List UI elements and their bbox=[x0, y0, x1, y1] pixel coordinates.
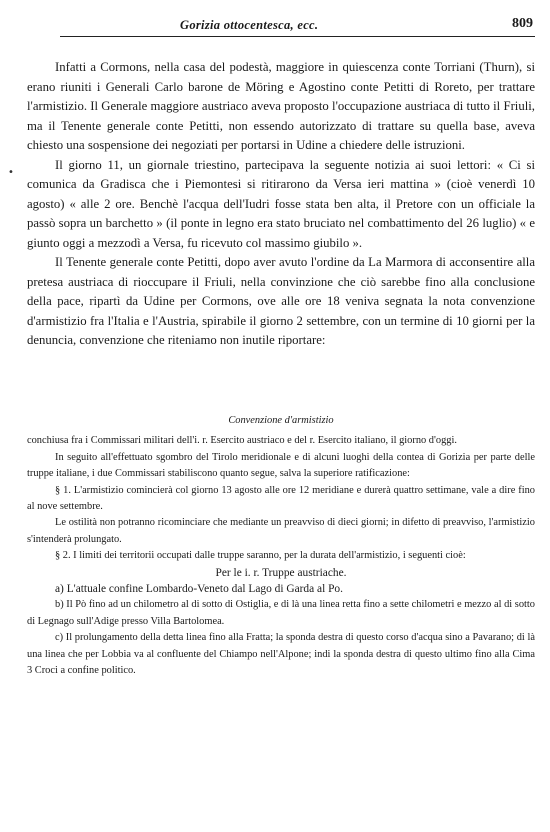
convention-title: Convenzione d'armistizio bbox=[228, 415, 334, 426]
item-a: a) L'attuale confine Lombardo-Veneto dal Lago di Garda al Po. bbox=[55, 583, 343, 596]
running-title: Gorizia ottocentesca, ecc. bbox=[180, 18, 319, 32]
article-1-continued: Le ostilità non potranno ricominciare che mediante un preavviso di dieci giorni; in difetto di preavviso, l'armistizio s'intenderà prolungato. bbox=[27, 517, 535, 545]
main-text bbox=[27, 58, 535, 351]
item-c: c) Il prolungamento della detta linea fino alla Fratta; la sponda destra di questo corso d'acqua sino a Pavarano; di là una linea che per Lobbia va al confluente del Chiampo nell'Alpone; indi la sponda destra di questo ultimo fino alla Cima 3 Croci a confine politico. bbox=[27, 632, 535, 677]
austrian-troops-heading: Per le i. r. Truppe austriache. bbox=[215, 566, 347, 579]
page-number: 809 bbox=[512, 16, 533, 31]
convention-preamble: In seguito all'effettuato sgombro del Tirolo meridionale e di alcuni luoghi della contea di Gorizia per parte delle truppe italiane, i due Commissari stabiliscono quanto segue, salva la superiore ratificazione: bbox=[27, 451, 535, 480]
paragraph-2: Il giorno 11, un giornale triestino, partecipava la seguente notizia ai suoi lettori: « Ci si comunica da Gradisca che i Piemontesi si ritirarono da Versa ieri mattina » (cioè venerdì 10 agosto) « alle 2 ore. Benchè l'acqua dell'Iudri fosse stata ben alta, il Pretore con un officiale la passò sopra un barchetto » (il ponte in legno era stato bruciato nel combattimento del 26 luglio) « e giunto oggi a mezzodì a Versa, fu ricevuto col massimo giubilo ». bbox=[27, 157, 535, 250]
convention-text bbox=[27, 413, 535, 680]
article-2: § 2. I limiti dei territorii occupati dalle truppe saranno, per la durata dell'armistizio, i seguenti cioè: bbox=[55, 550, 466, 562]
paragraph-1: Infatti a Cormons, nella casa del podestà, maggiore in quiescenza conte Torriani (Thurn), si erano riuniti i Generali Carlo barone de Möring e Agostino conte Petitti di Roreto, per trattare l'armistizio. Il Generale maggiore austriaco aveva proposto l'occupazione austriaca di tutto il Friuli, ma il Tenente generale conte Petitti, non essendo autorizzato di trattare su quella base, aveva chiesto una sospensione dei negoziati per portarsi in Udine a chiedere delle istruzioni. bbox=[27, 60, 535, 152]
margin-dot: • bbox=[8, 167, 14, 178]
item-b: b) Il Pò fino ad un chilometro al di sotto di Ostiglia, e di là una linea retta fino a sette chilometri e mezzo al di sotto di Legnago sull'Adige presso Villa Bartolomea. bbox=[27, 599, 535, 627]
paragraph-3: Il Tenente generale conte Petitti, dopo aver avuto l'ordine da La Marmora di acconsentire alla pretesa austriaca di rioccupare il Friuli, nella convinzione che ciò sarebbe fino alla conclusione della pace, ripartì da Udine per Cormons, ove alle ore 18 veniva segnata la nota convenzione d'armistizio fra l'Italia e l'Austria, spirabile il giorno 2 settembre, con un termine di 10 giorni per la denuncia, convenzione che riteniamo non inutile riportare: bbox=[27, 255, 535, 347]
running-header bbox=[60, 16, 535, 37]
convention-intro: conchiusa fra i Commissari militari dell'i. r. Esercito austriaco e del r. Esercito italiano, il giorno d'oggi. bbox=[27, 435, 457, 447]
article-1: § 1. L'armistizio comincierà col giorno 13 agosto alle ore 12 meridiane e durerà quattro settimane, vale a dire fino al nove settembre. bbox=[27, 484, 535, 513]
